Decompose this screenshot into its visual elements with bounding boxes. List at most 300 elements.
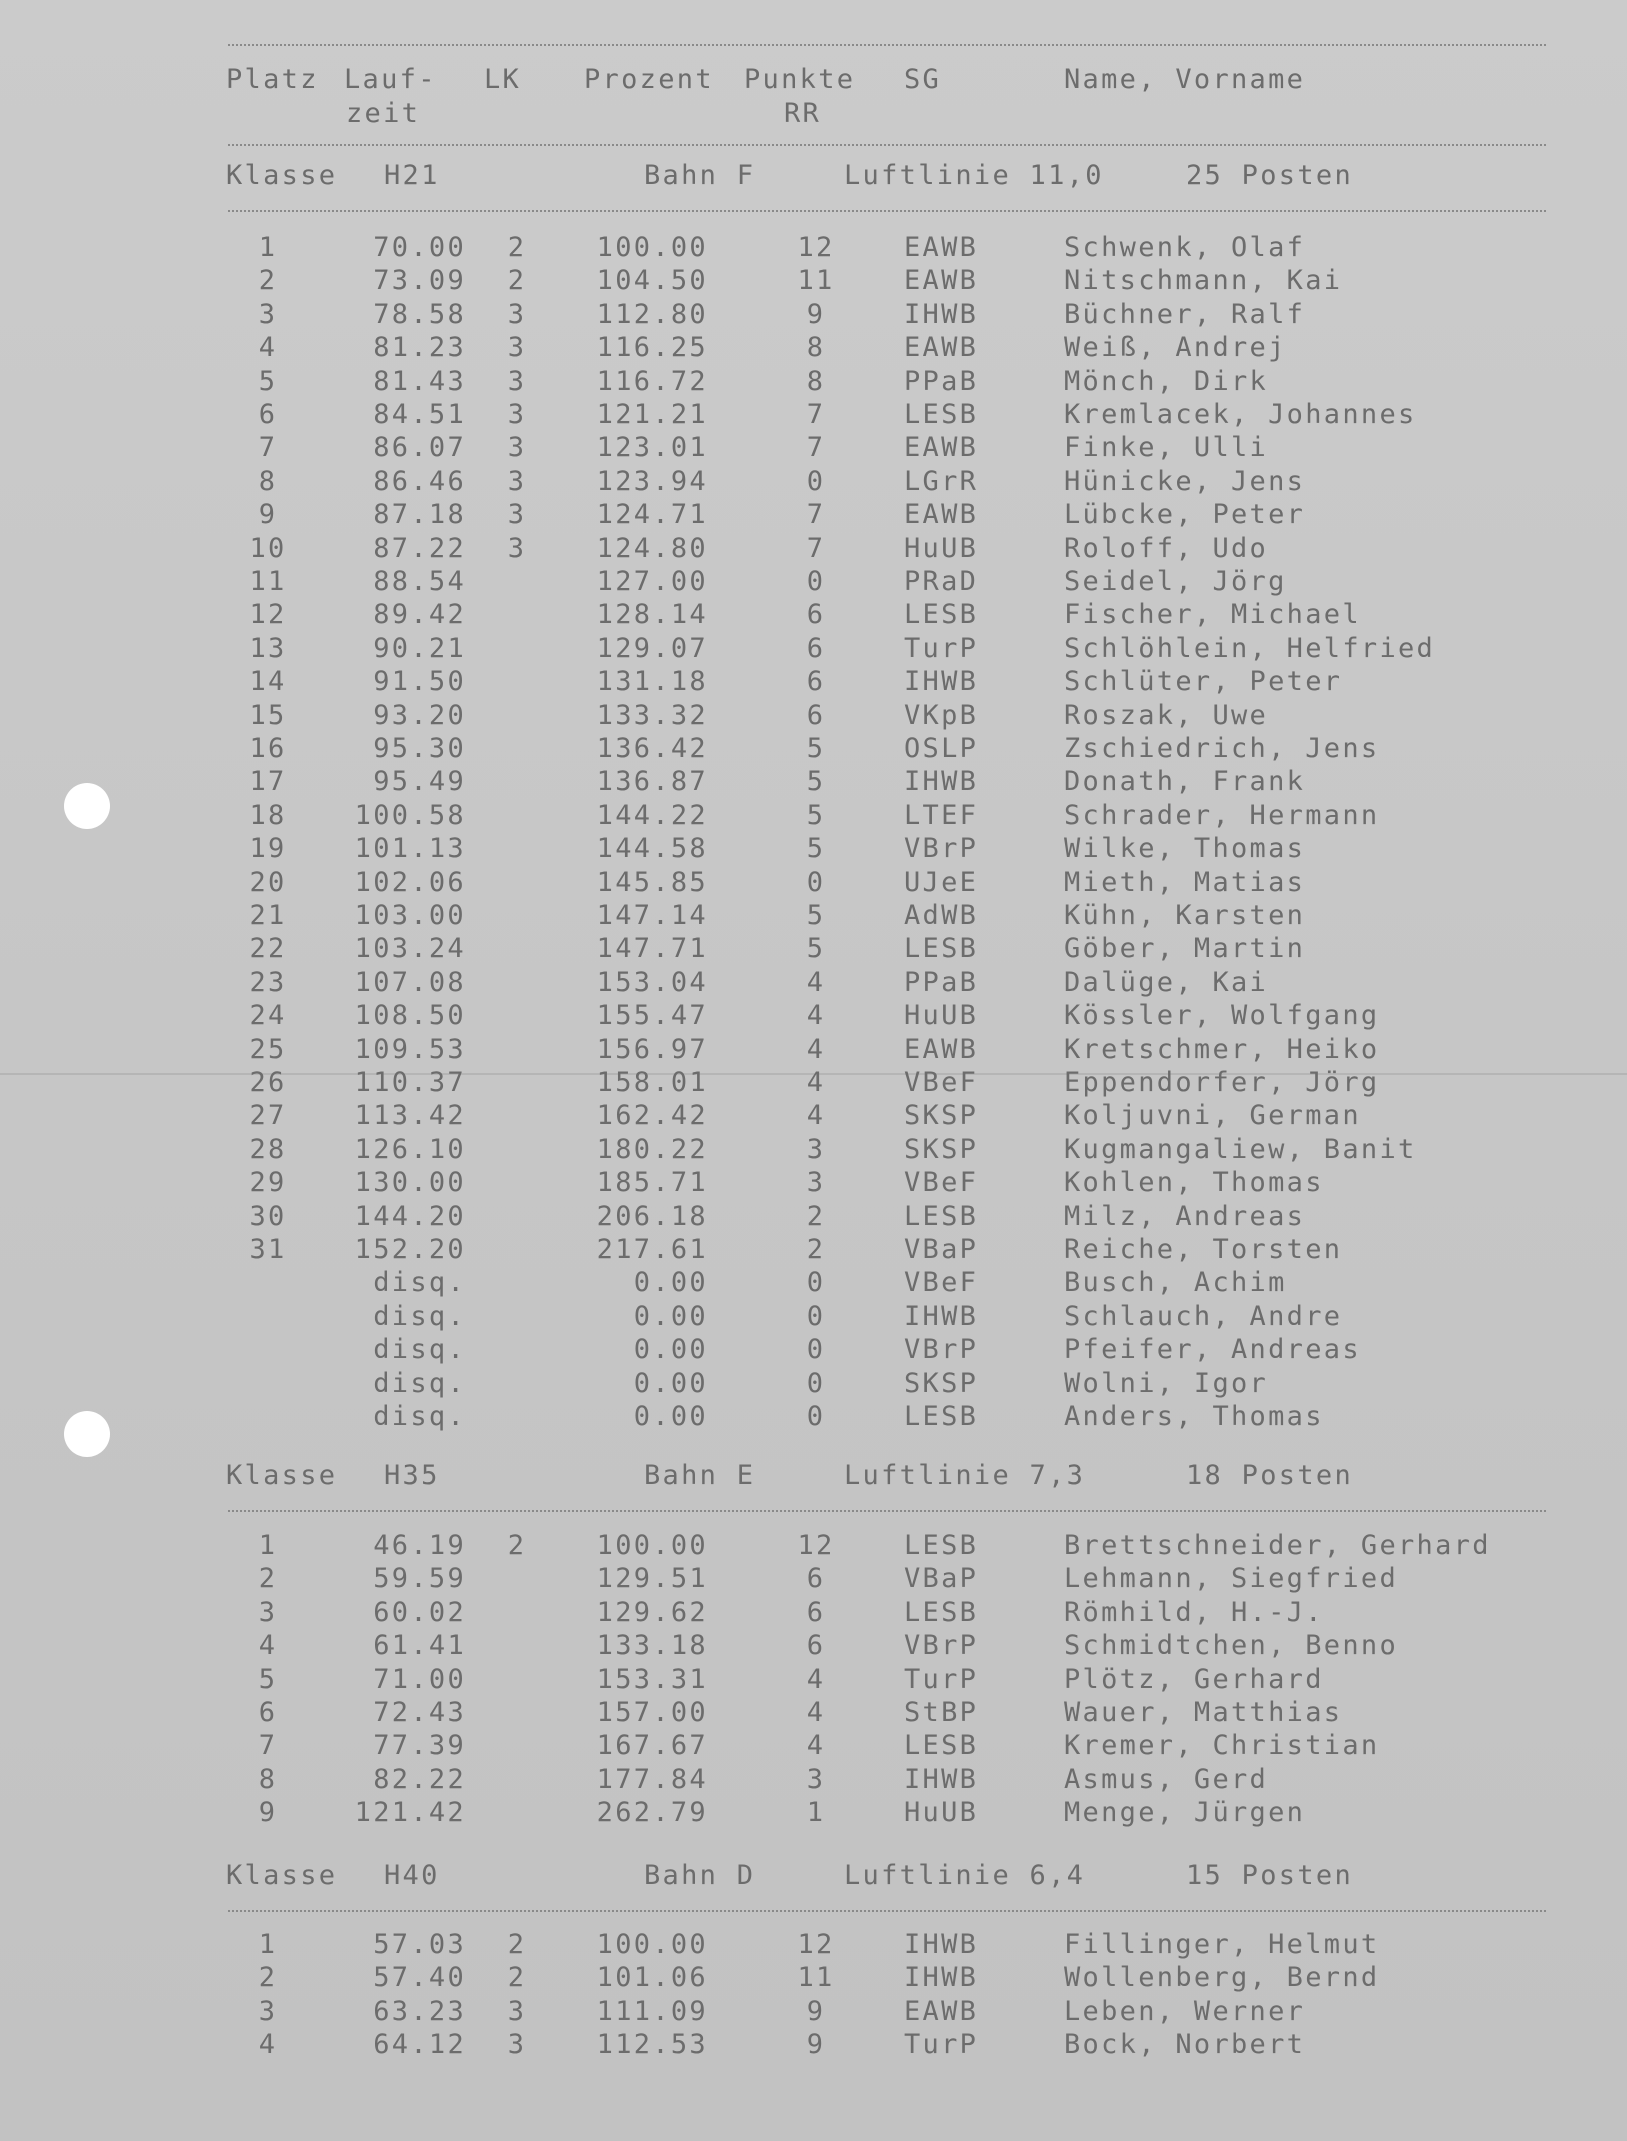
cell-zeit: 126.10	[354, 1134, 466, 1165]
cell-prozent: 206.18	[596, 1201, 708, 1232]
cell-prozent: 0.00	[633, 1301, 708, 1332]
posten-label: 18 Posten	[1186, 1460, 1353, 1491]
cell-punkte: 11	[797, 265, 835, 296]
section-rule	[228, 144, 1546, 146]
cell-prozent: 167.67	[596, 1730, 708, 1761]
cell-name: Kohlen, Thomas	[1064, 1167, 1324, 1198]
cell-sg: IHWB	[904, 766, 979, 797]
cell-name: Schwenk, Olaf	[1064, 232, 1306, 263]
klasse-label: Klasse	[226, 1460, 338, 1491]
cell-lk: 2	[507, 1962, 527, 1993]
cell-platz: 15	[249, 700, 287, 731]
cell-zeit: 130.00	[354, 1167, 466, 1198]
cell-name: Wollenberg, Bernd	[1064, 1962, 1380, 1993]
cell-punkte: 11	[797, 1962, 835, 1993]
cell-zeit: 57.03	[373, 1929, 466, 1960]
cell-punkte: 6	[806, 666, 826, 697]
cell-platz: 8	[258, 1764, 278, 1795]
cell-zeit: 108.50	[354, 1000, 466, 1031]
cell-platz: 17	[249, 766, 287, 797]
cell-zeit: 113.42	[354, 1100, 466, 1131]
cell-platz: 9	[258, 499, 278, 530]
cell-sg: EAWB	[904, 232, 979, 263]
cell-sg: IHWB	[904, 1929, 979, 1960]
cell-sg: LESB	[904, 1201, 979, 1232]
cell-punkte: 0	[806, 1267, 826, 1298]
cell-prozent: 136.87	[596, 766, 708, 797]
cell-punkte: 3	[806, 1134, 826, 1165]
cell-zeit: 84.51	[373, 399, 466, 430]
header-platz: Platz	[226, 64, 319, 95]
cell-zeit: 93.20	[373, 700, 466, 731]
cell-name: Lehmann, Siegfried	[1064, 1563, 1398, 1594]
header-sg: SG	[904, 64, 942, 95]
cell-prozent: 0.00	[633, 1401, 708, 1432]
cell-punkte: 4	[806, 1697, 826, 1728]
cell-zeit: 109.53	[354, 1034, 466, 1065]
cell-name: Fillinger, Helmut	[1064, 1929, 1380, 1960]
cell-zeit: 57.40	[373, 1962, 466, 1993]
cell-sg: PPaB	[904, 366, 979, 397]
cell-punkte: 4	[806, 1067, 826, 1098]
top-rule	[228, 44, 1546, 46]
cell-platz: 31	[249, 1234, 287, 1265]
header-laufzeit-2: zeit	[346, 98, 421, 129]
cell-platz: 14	[249, 666, 287, 697]
cell-name: Busch, Achim	[1064, 1267, 1287, 1298]
cell-prozent: 180.22	[596, 1134, 708, 1165]
cell-sg: VBaP	[904, 1234, 979, 1265]
cell-zeit: 90.21	[373, 633, 466, 664]
klasse-label: Klasse	[226, 1860, 338, 1891]
cell-sg: VBeF	[904, 1267, 979, 1298]
cell-prozent: 128.14	[596, 599, 708, 630]
cell-platz: 13	[249, 633, 287, 664]
cell-zeit: 81.23	[373, 332, 466, 363]
section-rule	[228, 1510, 1546, 1512]
cell-punkte: 6	[806, 1630, 826, 1661]
cell-zeit: 87.18	[373, 499, 466, 530]
cell-zeit: 86.46	[373, 466, 466, 497]
posten-label: 15 Posten	[1186, 1860, 1353, 1891]
cell-name: Schlauch, Andre	[1064, 1301, 1343, 1332]
klasse-value: H21	[384, 160, 440, 191]
cell-prozent: 217.61	[596, 1234, 708, 1265]
cell-prozent: 100.00	[596, 1929, 708, 1960]
cell-zeit: disq.	[373, 1401, 466, 1432]
cell-punkte: 7	[806, 533, 826, 564]
cell-zeit: 101.13	[354, 833, 466, 864]
cell-sg: VBrP	[904, 1630, 979, 1661]
cell-punkte: 2	[806, 1201, 826, 1232]
cell-prozent: 123.94	[596, 466, 708, 497]
cell-sg: LESB	[904, 399, 979, 430]
cell-platz: 5	[258, 366, 278, 397]
cell-name: Brettschneider, Gerhard	[1064, 1530, 1491, 1561]
cell-punkte: 0	[806, 867, 826, 898]
cell-prozent: 112.53	[596, 2029, 708, 2060]
cell-zeit: disq.	[373, 1368, 466, 1399]
cell-prozent: 124.71	[596, 499, 708, 530]
cell-platz: 29	[249, 1167, 287, 1198]
cell-zeit: 107.08	[354, 967, 466, 998]
cell-name: Finke, Ulli	[1064, 432, 1269, 463]
cell-prozent: 123.01	[596, 432, 708, 463]
cell-zeit: 46.19	[373, 1530, 466, 1561]
cell-name: Seidel, Jörg	[1064, 566, 1287, 597]
cell-platz: 26	[249, 1067, 287, 1098]
cell-punkte: 4	[806, 1000, 826, 1031]
cell-name: Göber, Martin	[1064, 933, 1306, 964]
cell-prozent: 0.00	[633, 1368, 708, 1399]
cell-platz: 16	[249, 733, 287, 764]
cell-name: Kretschmer, Heiko	[1064, 1034, 1380, 1065]
cell-platz: 1	[258, 1530, 278, 1561]
cell-sg: TurP	[904, 633, 979, 664]
cell-zeit: 64.12	[373, 2029, 466, 2060]
cell-platz: 28	[249, 1134, 287, 1165]
cell-platz: 24	[249, 1000, 287, 1031]
cell-lk: 2	[507, 1929, 527, 1960]
cell-punkte: 0	[806, 466, 826, 497]
posten-label: 25 Posten	[1186, 160, 1353, 191]
cell-lk: 2	[507, 265, 527, 296]
cell-platz: 30	[249, 1201, 287, 1232]
cell-punkte: 8	[806, 366, 826, 397]
header-punkte: Punkte	[744, 64, 856, 95]
cell-prozent: 116.25	[596, 332, 708, 363]
cell-zeit: 144.20	[354, 1201, 466, 1232]
section-rule	[228, 1910, 1546, 1912]
cell-sg: IHWB	[904, 1962, 979, 1993]
cell-sg: PPaB	[904, 967, 979, 998]
cell-platz: 23	[249, 967, 287, 998]
cell-sg: IHWB	[904, 299, 979, 330]
cell-zeit: 61.41	[373, 1630, 466, 1661]
cell-punkte: 5	[806, 733, 826, 764]
cell-sg: EAWB	[904, 332, 979, 363]
cell-name: Fischer, Michael	[1064, 599, 1361, 630]
cell-sg: SKSP	[904, 1134, 979, 1165]
cell-sg: SKSP	[904, 1100, 979, 1131]
cell-platz: 5	[258, 1664, 278, 1695]
cell-punkte: 3	[806, 1167, 826, 1198]
cell-sg: UJeE	[904, 867, 979, 898]
cell-prozent: 104.50	[596, 265, 708, 296]
cell-punkte: 5	[806, 933, 826, 964]
cell-prozent: 101.06	[596, 1962, 708, 1993]
cell-name: Kössler, Wolfgang	[1064, 1000, 1380, 1031]
cell-lk: 3	[507, 533, 527, 564]
cell-platz: 9	[258, 1797, 278, 1828]
cell-prozent: 129.62	[596, 1597, 708, 1628]
cell-sg: IHWB	[904, 1764, 979, 1795]
cell-platz: 2	[258, 1962, 278, 1993]
cell-platz: 8	[258, 466, 278, 497]
cell-name: Leben, Werner	[1064, 1996, 1306, 2027]
cell-name: Roszak, Uwe	[1064, 700, 1269, 731]
cell-zeit: 70.00	[373, 232, 466, 263]
cell-sg: EAWB	[904, 265, 979, 296]
cell-platz: 6	[258, 1697, 278, 1728]
cell-name: Wauer, Matthias	[1064, 1697, 1343, 1728]
cell-name: Kugmangaliew, Banit	[1064, 1134, 1417, 1165]
cell-name: Reiche, Torsten	[1064, 1234, 1343, 1265]
cell-name: Schmidtchen, Benno	[1064, 1630, 1398, 1661]
cell-lk: 3	[507, 1996, 527, 2027]
cell-platz: 25	[249, 1034, 287, 1065]
cell-punkte: 0	[806, 1301, 826, 1332]
klasse-value: H35	[384, 1460, 440, 1491]
cell-sg: IHWB	[904, 1301, 979, 1332]
cell-punkte: 7	[806, 399, 826, 430]
cell-punkte: 12	[797, 1530, 835, 1561]
cell-zeit: 88.54	[373, 566, 466, 597]
cell-prozent: 129.07	[596, 633, 708, 664]
header-punkte-2: RR	[784, 98, 822, 129]
cell-platz: 2	[258, 1563, 278, 1594]
cell-sg: VBeF	[904, 1167, 979, 1198]
cell-sg: LTEF	[904, 800, 979, 831]
cell-name: Kühn, Karsten	[1064, 900, 1306, 931]
cell-zeit: 103.24	[354, 933, 466, 964]
cell-prozent: 111.09	[596, 1996, 708, 2027]
cell-zeit: 82.22	[373, 1764, 466, 1795]
cell-punkte: 0	[806, 1368, 826, 1399]
cell-lk: 3	[507, 432, 527, 463]
bahn-label: Bahn E	[644, 1460, 756, 1491]
cell-prozent: 177.84	[596, 1764, 708, 1795]
cell-sg: VBaP	[904, 1563, 979, 1594]
cell-prozent: 112.80	[596, 299, 708, 330]
cell-platz: 3	[258, 299, 278, 330]
cell-name: Weiß, Andrej	[1064, 332, 1287, 363]
cell-prozent: 147.14	[596, 900, 708, 931]
cell-name: Kremlacek, Johannes	[1064, 399, 1417, 430]
cell-punkte: 4	[806, 967, 826, 998]
cell-zeit: 78.58	[373, 299, 466, 330]
cell-prozent: 127.00	[596, 566, 708, 597]
cell-punkte: 0	[806, 566, 826, 597]
cell-zeit: 95.49	[373, 766, 466, 797]
cell-punkte: 4	[806, 1730, 826, 1761]
cell-platz: 6	[258, 399, 278, 430]
cell-sg: VBrP	[904, 1334, 979, 1365]
cell-name: Donath, Frank	[1064, 766, 1306, 797]
cell-punkte: 9	[806, 1996, 826, 2027]
cell-sg: LESB	[904, 1730, 979, 1761]
punch-hole	[64, 783, 110, 829]
cell-prozent: 144.58	[596, 833, 708, 864]
cell-prozent: 100.00	[596, 232, 708, 263]
luftlinie-label: Luftlinie 7,3	[844, 1460, 1086, 1491]
cell-platz: 12	[249, 599, 287, 630]
cell-name: Bock, Norbert	[1064, 2029, 1306, 2060]
cell-platz: 4	[258, 1630, 278, 1661]
cell-name: Wolni, Igor	[1064, 1368, 1269, 1399]
cell-lk: 3	[507, 499, 527, 530]
cell-punkte: 7	[806, 499, 826, 530]
cell-prozent: 100.00	[596, 1530, 708, 1561]
cell-platz: 1	[258, 232, 278, 263]
cell-platz: 20	[249, 867, 287, 898]
cell-name: Dalüge, Kai	[1064, 967, 1269, 998]
cell-platz: 10	[249, 533, 287, 564]
cell-prozent: 121.21	[596, 399, 708, 430]
cell-prozent: 162.42	[596, 1100, 708, 1131]
punch-hole	[64, 1411, 110, 1457]
cell-punkte: 6	[806, 700, 826, 731]
cell-punkte: 6	[806, 1597, 826, 1628]
cell-platz: 3	[258, 1996, 278, 2027]
cell-name: Plötz, Gerhard	[1064, 1664, 1324, 1695]
cell-platz: 4	[258, 2029, 278, 2060]
cell-prozent: 0.00	[633, 1334, 708, 1365]
section-rule	[228, 210, 1546, 212]
cell-sg: HuUB	[904, 533, 979, 564]
cell-zeit: 86.07	[373, 432, 466, 463]
cell-lk: 3	[507, 299, 527, 330]
cell-name: Milz, Andreas	[1064, 1201, 1306, 1232]
cell-prozent: 157.00	[596, 1697, 708, 1728]
cell-sg: HuUB	[904, 1000, 979, 1031]
cell-prozent: 153.04	[596, 967, 708, 998]
cell-prozent: 144.22	[596, 800, 708, 831]
cell-sg: VKpB	[904, 700, 979, 731]
cell-name: Schrader, Hermann	[1064, 800, 1380, 831]
cell-name: Römhild, H.-J.	[1064, 1597, 1324, 1628]
header-laufzeit: Lauf-	[344, 64, 437, 95]
cell-sg: HuUB	[904, 1797, 979, 1828]
cell-name: Schlöhlein, Helfried	[1064, 633, 1436, 664]
cell-sg: LESB	[904, 1401, 979, 1432]
cell-zeit: 72.43	[373, 1697, 466, 1728]
cell-prozent: 131.18	[596, 666, 708, 697]
cell-lk: 3	[507, 399, 527, 430]
cell-sg: VBrP	[904, 833, 979, 864]
cell-name: Büchner, Ralf	[1064, 299, 1306, 330]
cell-sg: AdWB	[904, 900, 979, 931]
cell-punkte: 4	[806, 1034, 826, 1065]
cell-name: Nitschmann, Kai	[1064, 265, 1343, 296]
cell-zeit: 71.00	[373, 1664, 466, 1695]
header-name: Name, Vorname	[1064, 64, 1306, 95]
cell-punkte: 12	[797, 1929, 835, 1960]
cell-zeit: disq.	[373, 1267, 466, 1298]
cell-zeit: 103.00	[354, 900, 466, 931]
cell-platz: 1	[258, 1929, 278, 1960]
cell-sg: SKSP	[904, 1368, 979, 1399]
cell-zeit: 60.02	[373, 1597, 466, 1628]
cell-prozent: 116.72	[596, 366, 708, 397]
cell-lk: 3	[507, 366, 527, 397]
cell-sg: StBP	[904, 1697, 979, 1728]
cell-punkte: 3	[806, 1764, 826, 1795]
cell-lk: 3	[507, 332, 527, 363]
cell-lk: 3	[507, 466, 527, 497]
cell-prozent: 133.18	[596, 1630, 708, 1661]
cell-sg: TurP	[904, 1664, 979, 1695]
cell-platz: 21	[249, 900, 287, 931]
cell-punkte: 5	[806, 833, 826, 864]
cell-zeit: 81.43	[373, 366, 466, 397]
cell-punkte: 8	[806, 332, 826, 363]
cell-prozent: 0.00	[633, 1267, 708, 1298]
header-prozent: Prozent	[584, 64, 714, 95]
cell-prozent: 156.97	[596, 1034, 708, 1065]
cell-lk: 3	[507, 2029, 527, 2060]
cell-punkte: 0	[806, 1401, 826, 1432]
cell-prozent: 129.51	[596, 1563, 708, 1594]
cell-punkte: 5	[806, 800, 826, 831]
cell-sg: LESB	[904, 1597, 979, 1628]
cell-prozent: 158.01	[596, 1067, 708, 1098]
cell-zeit: 102.06	[354, 867, 466, 898]
cell-platz: 2	[258, 265, 278, 296]
cell-zeit: 152.20	[354, 1234, 466, 1265]
bahn-label: Bahn F	[644, 160, 756, 191]
luftlinie-label: Luftlinie 11,0	[844, 160, 1104, 191]
cell-sg: LESB	[904, 933, 979, 964]
cell-prozent: 133.32	[596, 700, 708, 731]
cell-punkte: 9	[806, 2029, 826, 2060]
cell-sg: LESB	[904, 1530, 979, 1561]
cell-platz: 7	[258, 432, 278, 463]
cell-punkte: 4	[806, 1100, 826, 1131]
cell-lk: 2	[507, 1530, 527, 1561]
cell-zeit: disq.	[373, 1301, 466, 1332]
cell-zeit: 59.59	[373, 1563, 466, 1594]
cell-zeit: 63.23	[373, 1996, 466, 2027]
cell-platz: 19	[249, 833, 287, 864]
cell-prozent: 153.31	[596, 1664, 708, 1695]
cell-name: Anders, Thomas	[1064, 1401, 1324, 1432]
cell-platz: 18	[249, 800, 287, 831]
cell-prozent: 155.47	[596, 1000, 708, 1031]
cell-name: Lübcke, Peter	[1064, 499, 1306, 530]
cell-zeit: disq.	[373, 1334, 466, 1365]
cell-name: Kremer, Christian	[1064, 1730, 1380, 1761]
cell-prozent: 185.71	[596, 1167, 708, 1198]
cell-punkte: 7	[806, 432, 826, 463]
cell-zeit: 89.42	[373, 599, 466, 630]
cell-sg: EAWB	[904, 1034, 979, 1065]
cell-zeit: 73.09	[373, 265, 466, 296]
cell-name: Pfeifer, Andreas	[1064, 1334, 1361, 1365]
cell-punkte: 12	[797, 232, 835, 263]
cell-name: Roloff, Udo	[1064, 533, 1269, 564]
cell-prozent: 147.71	[596, 933, 708, 964]
cell-zeit: 91.50	[373, 666, 466, 697]
cell-sg: EAWB	[904, 432, 979, 463]
cell-zeit: 87.22	[373, 533, 466, 564]
klasse-value: H40	[384, 1860, 440, 1891]
cell-name: Eppendorfer, Jörg	[1064, 1067, 1380, 1098]
cell-zeit: 100.58	[354, 800, 466, 831]
cell-prozent: 124.80	[596, 533, 708, 564]
cell-sg: LESB	[904, 599, 979, 630]
cell-zeit: 95.30	[373, 733, 466, 764]
cell-punkte: 5	[806, 766, 826, 797]
cell-sg: VBeF	[904, 1067, 979, 1098]
cell-name: Menge, Jürgen	[1064, 1797, 1306, 1828]
cell-name: Hünicke, Jens	[1064, 466, 1306, 497]
bahn-label: Bahn D	[644, 1860, 756, 1891]
cell-prozent: 136.42	[596, 733, 708, 764]
cell-platz: 22	[249, 933, 287, 964]
cell-zeit: 121.42	[354, 1797, 466, 1828]
klasse-label: Klasse	[226, 160, 338, 191]
